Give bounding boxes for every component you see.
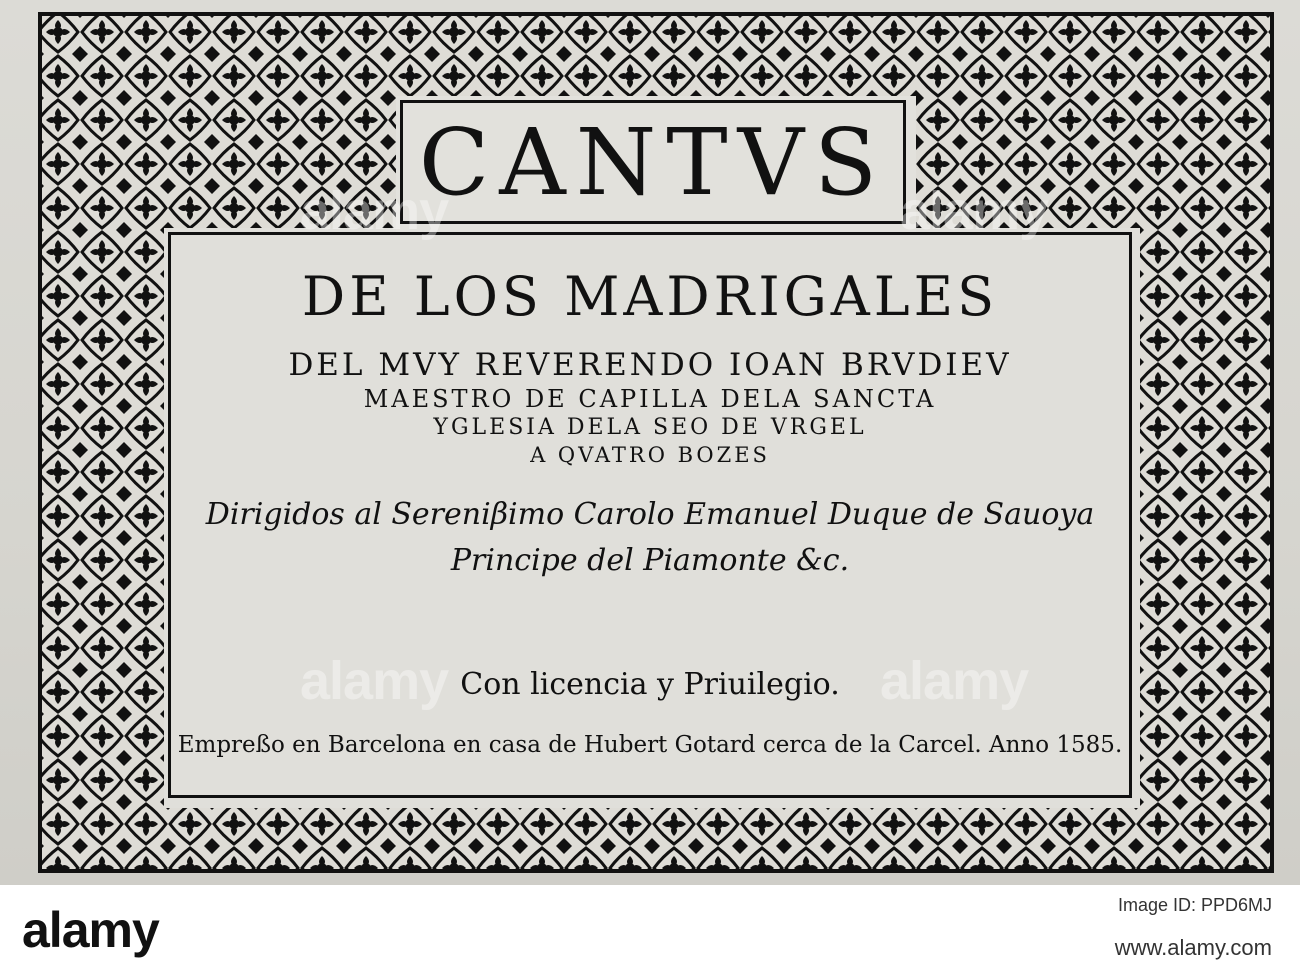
- page-title: CANTVS: [418, 108, 888, 216]
- stock-footer-bar: [0, 885, 1300, 973]
- heading-madrigales: DE LOS MADRIGALES: [301, 265, 999, 328]
- title-cartouche: [400, 100, 906, 224]
- watermark: alamy: [900, 181, 1049, 241]
- image-id: Image ID: PPD6MJ: [1117, 895, 1272, 915]
- site-url[interactable]: www.alamy.com: [1114, 935, 1272, 960]
- dedication-line: Dirigidos al Sereniβimo Carolo Emanuel Duque de Sauoya: [205, 497, 1095, 532]
- watermark: alamy: [300, 651, 449, 711]
- author-line: DEL MVY REVERENDO IOAN BRVDIEV: [288, 347, 1012, 383]
- license-line: Con licencia y Priuilegio.: [460, 667, 840, 702]
- voices-line: A QVATRO BOZES: [530, 443, 770, 467]
- church-line: YGLESIA DELA SEO DE VRGEL: [433, 415, 867, 440]
- watermark: alamy: [300, 181, 449, 241]
- alamy-logo: alamy: [22, 902, 159, 958]
- dedication-line-2: Principe del Piamonte &c.: [450, 543, 850, 578]
- imprint-line: Empreßo en Barcelona en casa de Hubert Gotard cerca de la Carcel. Anno 1585.: [177, 732, 1123, 758]
- position-line: MAESTRO DE CAPILLA DELA SANCTA: [363, 385, 937, 413]
- title-text-panel: [168, 232, 1132, 798]
- watermark: alamy: [880, 651, 1029, 711]
